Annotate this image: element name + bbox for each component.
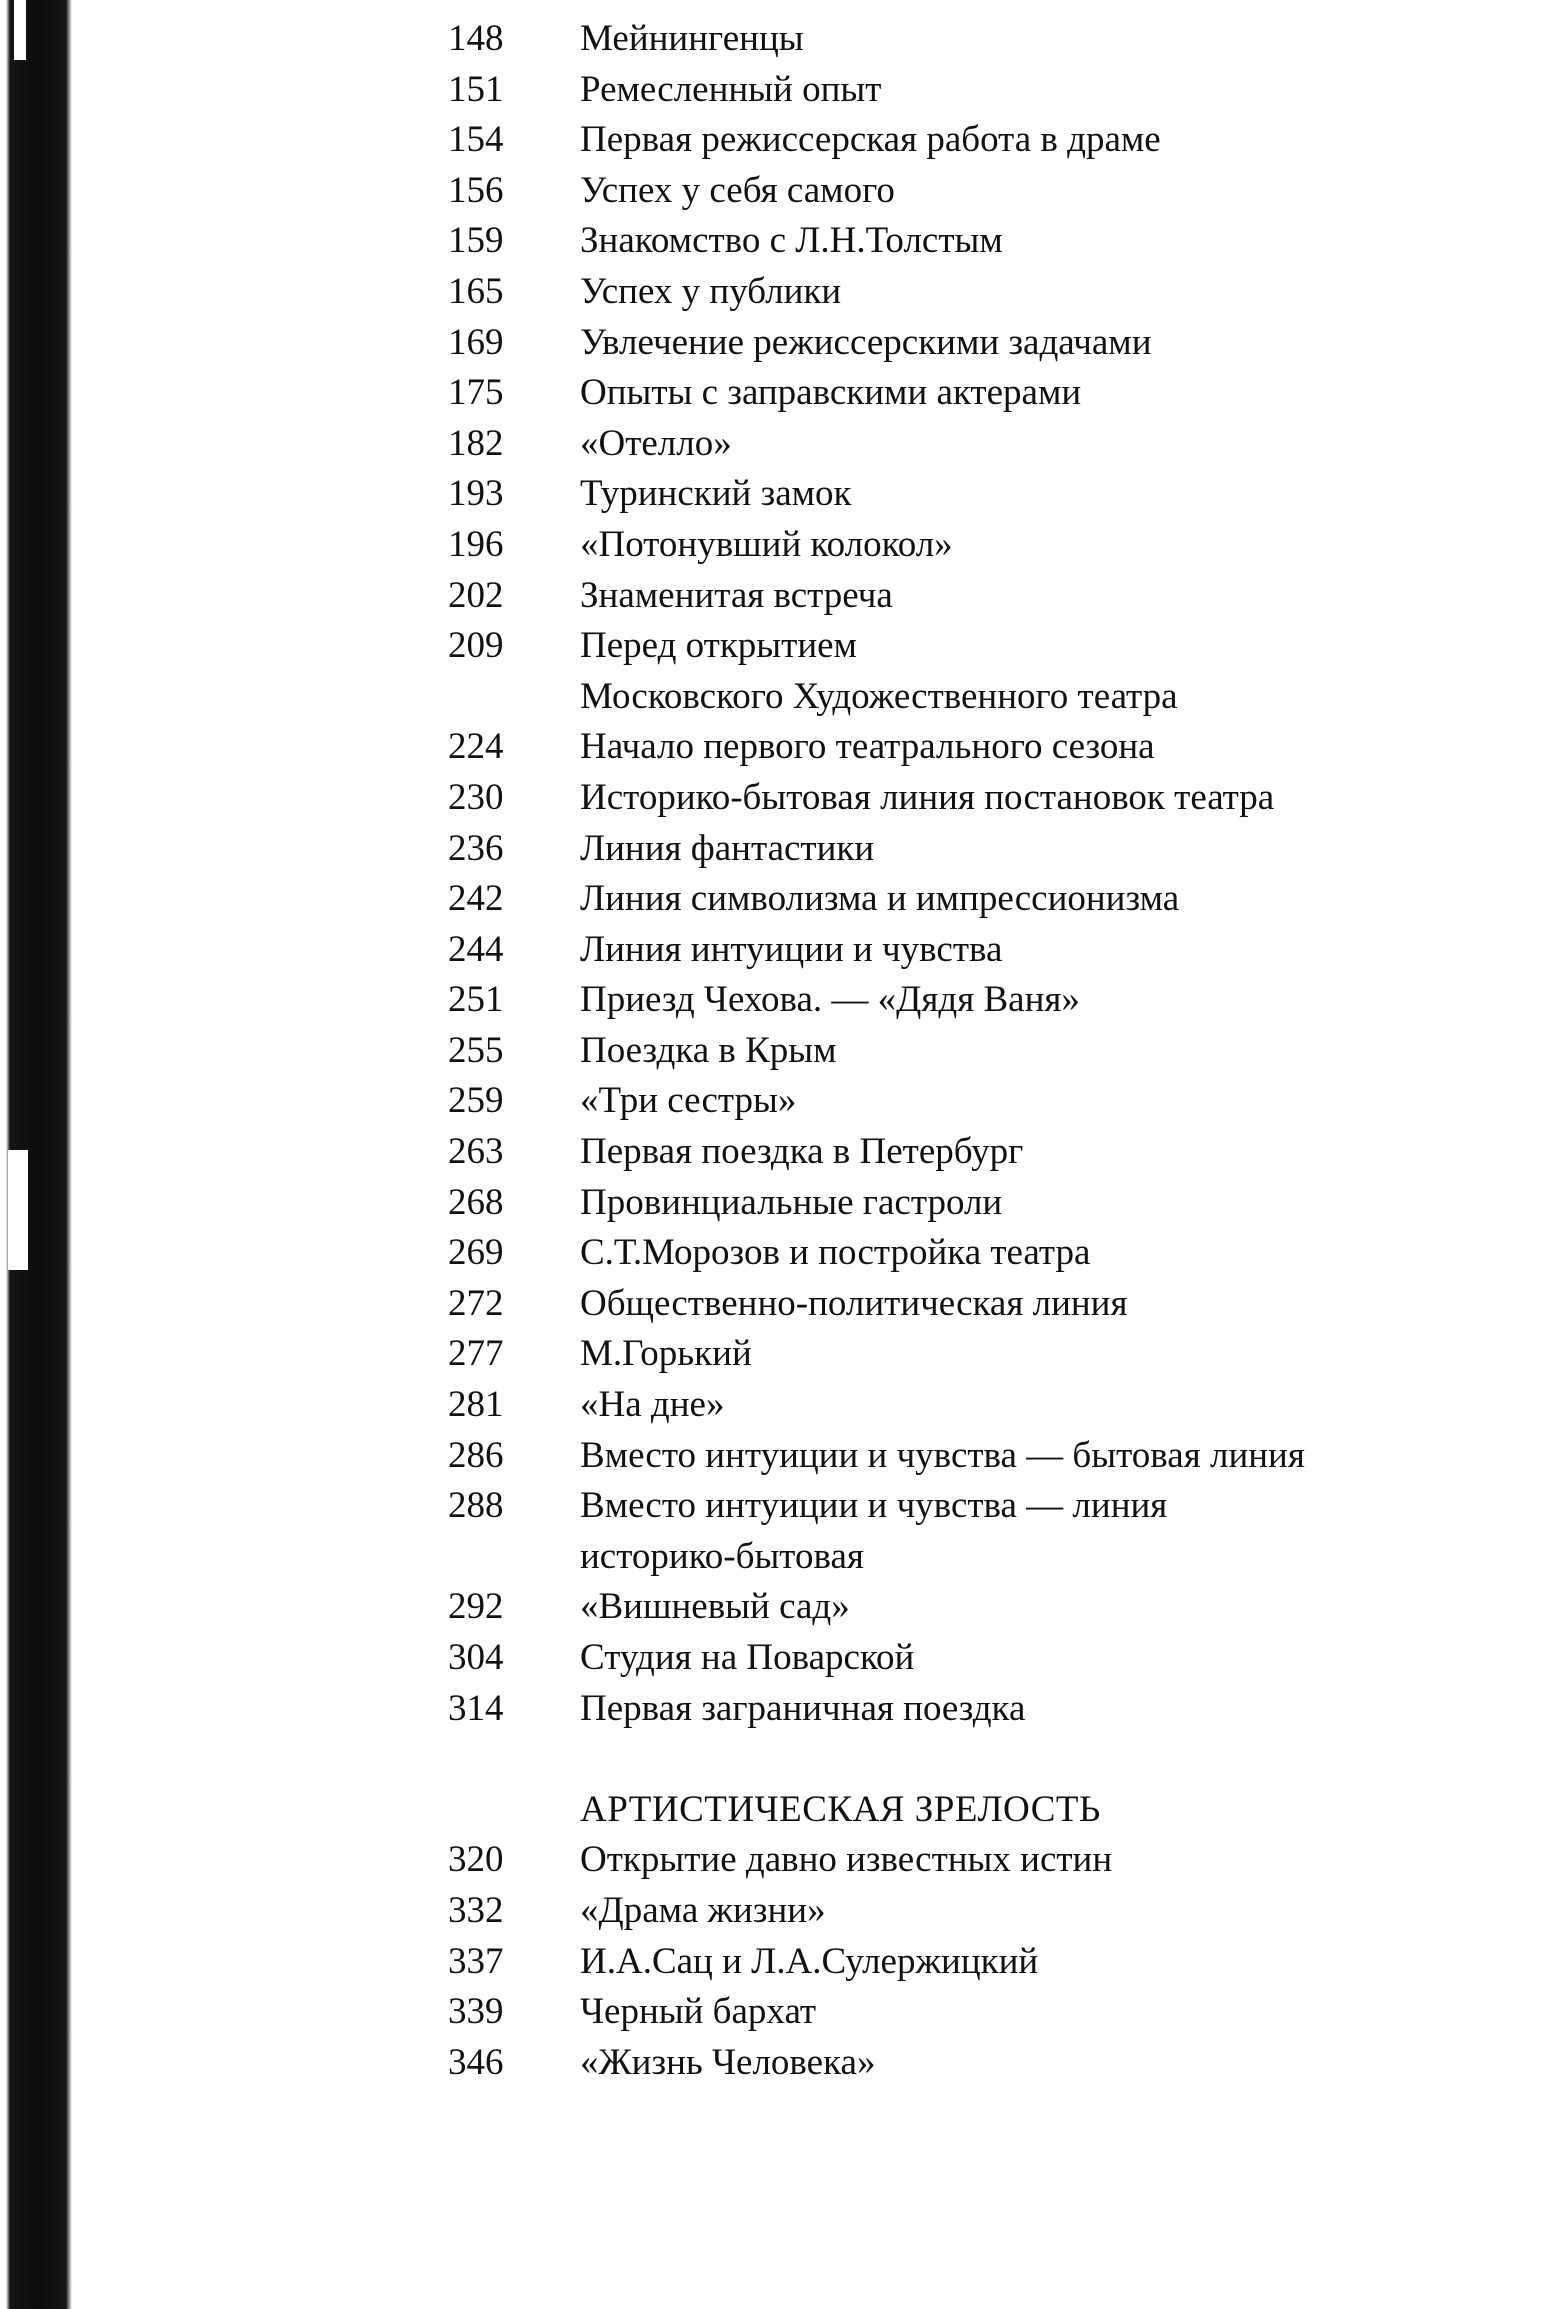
toc-page-number: 242 bbox=[448, 878, 504, 920]
toc-page-number: 286 bbox=[448, 1434, 504, 1476]
toc-entry-title: Общественно-политическая линия bbox=[580, 1282, 1128, 1324]
toc-page-number: 202 bbox=[448, 574, 504, 616]
toc-page-number: 339 bbox=[448, 1991, 504, 2033]
toc-entry bbox=[448, 1532, 1528, 1583]
toc-entry-title: И.А.Сац и Л.А.Сулержицкий bbox=[580, 1940, 1039, 1982]
toc-entry-title: Линия символизма и импрессионизма bbox=[580, 878, 1180, 920]
toc-entries-part1 bbox=[448, 14, 1528, 1734]
toc-entry-title: Первая режиссерская работа в драме bbox=[580, 119, 1161, 161]
toc-entry-title: Московского Художественного театра bbox=[580, 675, 1178, 717]
toc-entry-title: Вместо интуиции и чувства — линия bbox=[580, 1485, 1168, 1527]
toc-entry bbox=[448, 1481, 1528, 1532]
toc-page-number: 292 bbox=[448, 1586, 504, 1628]
toc-entry-title: Студия на Поварской bbox=[580, 1637, 915, 1678]
toc-page-number: 268 bbox=[448, 1181, 504, 1223]
toc-entry bbox=[448, 14, 1528, 65]
toc-page-number: 224 bbox=[448, 726, 504, 768]
toc-entry bbox=[448, 1886, 1528, 1937]
toc-page-number: 272 bbox=[448, 1282, 504, 1324]
toc-entry bbox=[448, 773, 1528, 824]
toc-entry-title: Ремесленный опыт bbox=[580, 68, 882, 110]
section-gap bbox=[448, 1734, 1528, 1785]
toc-entry-title: «Драма жизни» bbox=[580, 1889, 826, 1931]
section-heading: АРТИСТИЧЕСКАЯ ЗРЕЛОСТЬ bbox=[580, 1788, 1101, 1830]
toc-entry-title: Приезд Чехова. — «Дядя Ваня» bbox=[580, 979, 1080, 1021]
toc-page-number: 332 bbox=[448, 1889, 504, 1931]
toc-entry bbox=[448, 2038, 1528, 2089]
toc-entry bbox=[448, 1633, 1528, 1684]
toc-entry bbox=[448, 1380, 1528, 1431]
toc-entry-title: Поездка в Крым bbox=[580, 1029, 837, 1071]
toc-entry-title: «Вишневый сад» bbox=[580, 1586, 850, 1628]
scan-binding-edge bbox=[0, 0, 72, 2309]
toc-page-number: 269 bbox=[448, 1232, 504, 1274]
toc-page-number: 277 bbox=[448, 1333, 504, 1375]
toc-entry-title: Перед открытием bbox=[580, 625, 857, 667]
toc-page-number: 151 bbox=[448, 68, 504, 110]
toc-page-number: 156 bbox=[448, 169, 504, 211]
toc-entry-title: Первая поездка в Петербург bbox=[580, 1131, 1024, 1173]
toc-page-number: 281 bbox=[448, 1384, 504, 1426]
toc-page-number: 263 bbox=[448, 1131, 504, 1173]
toc-entry-title: Черный бархат bbox=[580, 1991, 817, 2033]
toc-entry bbox=[448, 975, 1528, 1026]
toc-page-number: 196 bbox=[448, 523, 504, 565]
toc-entry bbox=[448, 1228, 1528, 1279]
toc-page-number: 230 bbox=[448, 776, 504, 818]
toc-entry-title: Начало первого театрального сезона bbox=[580, 726, 1155, 768]
toc-entry bbox=[448, 1076, 1528, 1127]
toc-entry-title: Открытие давно известных истин bbox=[580, 1839, 1113, 1881]
toc-page-number: 314 bbox=[448, 1687, 504, 1729]
toc-entry bbox=[448, 1026, 1528, 1077]
toc-entry bbox=[448, 824, 1528, 875]
toc-entry bbox=[448, 1987, 1528, 2038]
toc-entry-title: «Три сестры» bbox=[580, 1080, 797, 1122]
toc-page-number: 255 bbox=[448, 1029, 504, 1071]
toc-entry bbox=[448, 722, 1528, 773]
toc-entry-title: Успех у себя самого bbox=[580, 169, 895, 211]
toc-entry bbox=[448, 1582, 1528, 1633]
toc-entry bbox=[448, 267, 1528, 318]
toc-entry bbox=[448, 1431, 1528, 1482]
toc-entry bbox=[448, 621, 1528, 672]
toc-entry-title: Линия интуиции и чувства bbox=[580, 928, 1003, 970]
toc-entry bbox=[448, 115, 1528, 166]
toc-page-number: 154 bbox=[448, 119, 504, 161]
toc-entry-title: историко-бытовая bbox=[580, 1535, 864, 1577]
toc-entry-title: «На дне» bbox=[580, 1384, 725, 1426]
toc-entry bbox=[448, 1127, 1528, 1178]
toc-entry bbox=[448, 419, 1528, 470]
toc-entry bbox=[448, 1279, 1528, 1330]
toc-entry-title: Знаменитая встреча bbox=[580, 574, 893, 616]
toc-entry-title: Знакомство с Л.Н.Толстым bbox=[580, 220, 1003, 262]
toc-entry-title: Историко-бытовая линия постановок театра bbox=[580, 776, 1275, 818]
toc-entry-title: М.Горький bbox=[580, 1333, 752, 1375]
toc-entry bbox=[448, 1684, 1528, 1735]
table-of-contents bbox=[448, 14, 1528, 2088]
toc-page-number: 320 bbox=[448, 1839, 504, 1881]
toc-entry bbox=[448, 216, 1528, 267]
toc-entry-title: С.Т.Морозов и постройка театра bbox=[580, 1232, 1091, 1274]
toc-entry bbox=[448, 1329, 1528, 1380]
toc-entry bbox=[448, 368, 1528, 419]
toc-entry-title: «Отелло» bbox=[580, 422, 732, 464]
toc-entry-title: Опыты с заправскими актерами bbox=[580, 372, 1082, 414]
toc-page-number: 209 bbox=[448, 625, 504, 667]
toc-entry bbox=[448, 318, 1528, 369]
toc-page-number: 182 bbox=[448, 422, 504, 464]
toc-entry-title: Мейнингенцы bbox=[580, 18, 804, 59]
toc-entry bbox=[448, 1937, 1528, 1988]
toc-entry-title: Вместо интуиции и чувства — бытовая линия bbox=[580, 1434, 1305, 1476]
toc-entry bbox=[448, 571, 1528, 622]
toc-entry-title: Успех у публики bbox=[580, 270, 842, 312]
toc-page-number: 337 bbox=[448, 1940, 504, 1982]
toc-page-number: 148 bbox=[448, 18, 504, 59]
toc-entry bbox=[448, 1835, 1528, 1886]
toc-page-number: 304 bbox=[448, 1637, 504, 1678]
toc-entry bbox=[448, 874, 1528, 925]
toc-entries-part2 bbox=[448, 1835, 1528, 2088]
toc-entry bbox=[448, 1178, 1528, 1229]
toc-entry bbox=[448, 672, 1528, 723]
toc-entry bbox=[448, 65, 1528, 116]
toc-page-number: 169 bbox=[448, 321, 504, 363]
toc-entry bbox=[448, 469, 1528, 520]
toc-page-number: 288 bbox=[448, 1485, 504, 1527]
toc-entry-title: Туринский замок bbox=[580, 473, 852, 515]
toc-page-number: 346 bbox=[448, 2041, 504, 2083]
toc-entry-title: Первая заграничная поездка bbox=[580, 1687, 1026, 1729]
toc-entry bbox=[448, 925, 1528, 976]
toc-page-number: 251 bbox=[448, 979, 504, 1021]
toc-page-number: 193 bbox=[448, 473, 504, 515]
toc-page-number: 259 bbox=[448, 1080, 504, 1122]
toc-entry-title: Увлечение режиссерскими задачами bbox=[580, 321, 1152, 363]
toc-page-number: 244 bbox=[448, 928, 504, 970]
toc-entry-title: «Жизнь Человека» bbox=[580, 2041, 876, 2083]
toc-entry-title: Линия фантастики bbox=[580, 827, 875, 869]
toc-entry bbox=[448, 520, 1528, 571]
toc-page-number: 165 bbox=[448, 270, 504, 312]
toc-page-number: 159 bbox=[448, 220, 504, 262]
toc-page-number: 175 bbox=[448, 372, 504, 414]
toc-entry-title: «Потонувший колокол» bbox=[580, 523, 953, 565]
toc-page-number: 236 bbox=[448, 827, 504, 869]
toc-entry bbox=[448, 166, 1528, 217]
toc-entry-title: Провинциальные гастроли bbox=[580, 1181, 1003, 1223]
